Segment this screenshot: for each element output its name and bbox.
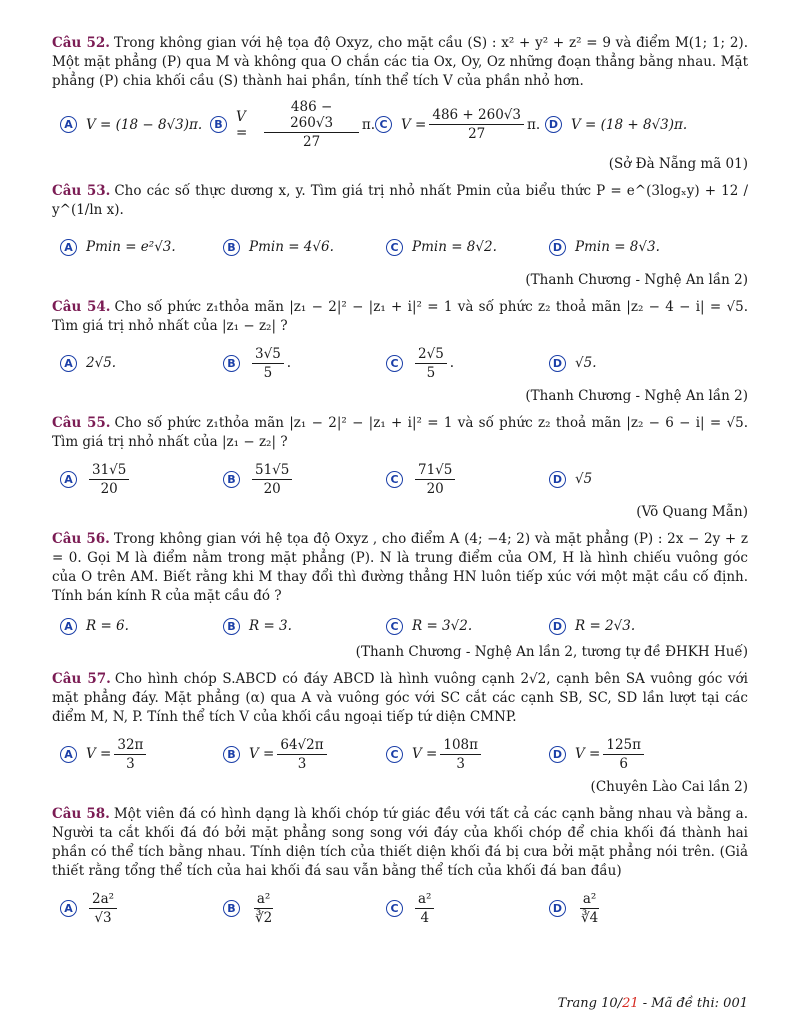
option-letter: A	[60, 355, 77, 372]
question-label: Câu 53.	[52, 183, 111, 199]
option-letter: B	[223, 746, 240, 763]
options-row	[60, 460, 748, 498]
question-label: Câu 52.	[52, 35, 110, 51]
question-text: Trong không gian với hệ tọa độ Oxyz, cho mặt cầu (S) : x² + y² + z² = 9 và điểm M(1; 1; 2). Một mặt phẳng (P) qua M và không qua O chắn các tia Ox, Oy, Oz những đoạn thẳng bằng nhau. Mặt phẳng (P) chia khối cầu (S) thành hai phần, tính thể tích V của phần nhỏ hơn.	[52, 35, 748, 89]
option-letter: A	[60, 239, 77, 256]
option-letter: D	[545, 116, 562, 133]
option-b[interactable]: B R = 3.	[223, 618, 386, 635]
option-b[interactable]: B V = $\frac{486 - 260√3}{27}$ π.	[210, 99, 375, 150]
option-letter: C	[386, 618, 403, 635]
question-text: Cho các số thực dương x, y. Tìm giá trị nhỏ nhất Pmin của biểu thức P = e^(3logₓy) + 12 / y^(1/ln x).	[52, 183, 748, 218]
page-footer	[558, 996, 748, 1011]
option-a[interactable]: A 2√5.	[60, 355, 223, 372]
option-d[interactable]	[549, 891, 604, 926]
option-a[interactable]: A R = 6.	[60, 618, 223, 635]
option-b[interactable]: B Pmin = 4√6.	[223, 239, 386, 256]
option-d[interactable]: D √5	[549, 471, 592, 488]
option-letter: D	[549, 746, 566, 763]
option-letter: B	[223, 355, 240, 372]
option-letter: B	[223, 239, 240, 256]
option-d[interactable]: D Pmin = 8√3.	[549, 239, 660, 256]
question-text: Một viên đá có hình dạng là khối chóp tứ giác đều với tất cả các cạnh bằng nhau và bằng a. Người ta cắt khối đá đó bởi mặt phẳng song song với đáy của khối chóp để chia khối đá thành hai phần có thể tích bằng nhau. Tính diện tích của thiết diện khối đá bị cưa bởi mặt phẳng nói trên. (Giả thiết rằng tổng thể tích của hai khối đá sau vẫn bằng thể tích của khối đá ban đầu)	[52, 806, 748, 879]
option-a[interactable]: A Pmin = e²√3.	[60, 239, 223, 256]
fraction: $\frac{\text{a²}}{4}$	[415, 891, 434, 926]
options-row	[60, 735, 748, 773]
option-d[interactable]: D √5.	[549, 355, 596, 372]
fraction: $\frac{32\pi}{3}$	[114, 737, 146, 772]
question-53	[52, 182, 748, 288]
fraction: $\frac{125\pi}{6}$	[603, 737, 644, 772]
question-text: Cho hình chóp S.ABCD có đáy ABCD là hình vuông cạnh 2√2, cạnh bên SA vuông góc với mặt phẳng đáy. Mặt phẳng (α) qua A và vuông góc với SC cắt các cạnh SB, SC, SD lần lượt tại các điểm M, N, P. Tính thể tích V của khối cầu ngoại tiếp tứ diện CMNP.	[52, 671, 749, 725]
option-letter: D	[549, 471, 566, 488]
option-d[interactable]: D V = (18 + 8√3)π.	[545, 116, 687, 133]
question-source: (Võ Quang Mẫn)	[636, 504, 748, 520]
question-source: (Thanh Chương - Nghệ An lần 2)	[525, 272, 748, 288]
option-a[interactable]	[60, 462, 223, 497]
question-stem	[52, 805, 748, 881]
fraction: $\frac{\text{2a²}}{√3}$	[89, 891, 117, 926]
question-54	[52, 298, 748, 404]
question-stem	[52, 414, 748, 452]
option-d[interactable]: D R = 2√3.	[549, 618, 635, 635]
question-56	[52, 530, 748, 660]
option-letter: C	[386, 900, 403, 917]
option-letter: A	[60, 746, 77, 763]
question-stem	[52, 298, 748, 336]
question-label: Câu 56.	[52, 531, 110, 547]
question-stem	[52, 530, 748, 606]
question-stem	[52, 182, 748, 220]
fraction: $\frac{108\pi}{3}$	[440, 737, 481, 772]
question-55	[52, 414, 748, 520]
fraction: $\frac{486 - 260√3}{27}$	[264, 99, 359, 150]
question-52	[52, 34, 748, 172]
option-letter: A	[60, 900, 77, 917]
question-label: Câu 58.	[52, 806, 110, 822]
question-text: Trong không gian với hệ tọa độ Oxyz , cho điểm A (4; −4; 2) và mặt phẳng (P) : 2x − 2y + z = 0. Gọi M là điểm nằm trong mặt phẳng (P). N là trung điểm của OM, H là hình chiếu vuông góc của O trên AM. Biết rằng khi M thay đổi thì đường thẳng HN luôn tiếp xúc với một mặt cầu cố định. Tính bán kính R của mặt cầu đó ?	[52, 531, 748, 604]
option-letter: A	[60, 618, 77, 635]
footer-page-prefix: Trang 10/	[557, 996, 623, 1011]
option-letter: A	[60, 116, 77, 133]
question-source: (Chuyên Lào Cai lần 2)	[590, 779, 748, 795]
option-b[interactable]	[223, 462, 386, 497]
option-c[interactable]: C R = 3√2.	[386, 618, 549, 635]
question-label: Câu 54.	[52, 299, 111, 315]
fraction: $\frac{71√5}{20}$	[415, 462, 455, 497]
option-c[interactable]: C V = $\frac{486 + 260√3}{27}$ π.	[375, 107, 545, 142]
footer-exam-code: - Mã đề thi: 001	[638, 996, 748, 1011]
fraction: $\frac{486 + 260√3}{27}$	[429, 107, 524, 142]
options-row	[60, 614, 748, 638]
fraction: $\frac{3√5}{5}$	[252, 346, 284, 381]
option-letter: C	[386, 239, 403, 256]
fraction: $\frac{\text{a²}}{∛4}$	[581, 890, 599, 926]
fraction: $\frac{2√5}{5}$	[415, 346, 447, 381]
option-b[interactable]: B $\frac{3√5}{5}$ .	[223, 346, 386, 381]
option-c[interactable]	[386, 462, 549, 497]
option-letter: D	[549, 900, 566, 917]
option-c[interactable]	[386, 891, 549, 926]
options-row	[60, 228, 748, 266]
options-row	[60, 344, 748, 382]
option-b[interactable]: B V = $\frac{64√2\pi}{3}$	[223, 737, 386, 772]
fraction: $\frac{31√5}{20}$	[89, 462, 129, 497]
question-source: (Sở Đà Nẵng mã 01)	[608, 156, 748, 172]
question-source: (Thanh Chương - Nghệ An lần 2, tương tự đề ĐHKH Huế)	[355, 644, 748, 660]
question-stem	[52, 34, 748, 91]
option-letter: C	[386, 355, 403, 372]
option-letter: D	[549, 355, 566, 372]
footer-page-total: 21	[622, 996, 639, 1011]
option-b[interactable]	[223, 891, 386, 926]
option-d[interactable]: D V = $\frac{125\pi}{6}$	[549, 737, 647, 772]
option-a[interactable]: A V = $\frac{32\pi}{3}$	[60, 737, 223, 772]
option-c[interactable]: C V = $\frac{108\pi}{3}$	[386, 737, 549, 772]
option-a[interactable]	[60, 891, 223, 926]
question-label: Câu 57.	[52, 671, 111, 687]
question-text: Cho số phức z₁thỏa mãn |z₁ − 2|² − |z₁ + i|² = 1 và số phức z₂ thoả mãn |z₂ − 6 − i| = √5. Tìm giá trị nhỏ nhất của |z₁ − z₂| ?	[52, 415, 748, 450]
option-c[interactable]: C $\frac{2√5}{5}$ .	[386, 346, 549, 381]
fraction: $\frac{64√2\pi}{3}$	[277, 737, 326, 772]
options-row	[60, 99, 748, 150]
question-57	[52, 670, 748, 795]
question-source: (Thanh Chương - Nghệ An lần 2)	[525, 388, 748, 404]
option-letter: D	[549, 239, 566, 256]
option-letter: B	[223, 618, 240, 635]
question-58	[52, 805, 748, 927]
option-letter: B	[210, 116, 227, 133]
option-letter: D	[549, 618, 566, 635]
option-letter: B	[223, 471, 240, 488]
option-letter: B	[223, 900, 240, 917]
option-c[interactable]: C Pmin = 8√2.	[386, 239, 549, 256]
option-letter: C	[375, 116, 392, 133]
option-a[interactable]: A V = (18 − 8√3)π.	[60, 116, 210, 133]
question-text: Cho số phức z₁thỏa mãn |z₁ − 2|² − |z₁ + i|² = 1 và số phức z₂ thoả mãn |z₂ − 4 − i| = √5. Tìm giá trị nhỏ nhất của |z₁ − z₂| ?	[52, 299, 748, 334]
exam-page	[52, 34, 748, 933]
question-label: Câu 55.	[52, 415, 111, 431]
option-letter: C	[386, 746, 403, 763]
fraction: $\frac{\text{a²}}{∛2}$	[255, 890, 273, 926]
question-stem	[52, 670, 748, 727]
fraction: $\frac{51√5}{20}$	[252, 462, 292, 497]
options-row	[60, 889, 748, 927]
option-letter: C	[386, 471, 403, 488]
option-letter: A	[60, 471, 77, 488]
